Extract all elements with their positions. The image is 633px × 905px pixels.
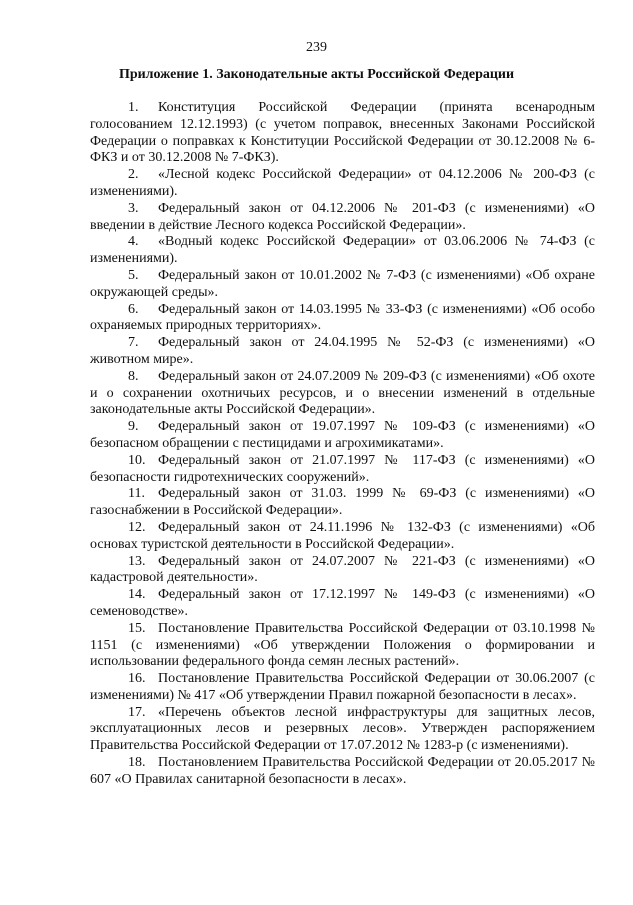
list-item xyxy=(90,671,595,705)
list-item-text: Федеральный закон от 14.03.1995 № 33-ФЗ (с изменениями) «Об особо охраняемых природных территориях». xyxy=(90,301,595,334)
list-item-number: 3. xyxy=(128,200,139,216)
list-item-text: «Перечень объектов лесной инфраструктуры для защитных лесов, эксплуатационных лесов и резервных лесов». Утвержден распоряжением Правительства Российской Федерации от 17.07.2012 № 1283-р (с изменениями). xyxy=(90,704,595,754)
list-item xyxy=(90,335,595,369)
list-item-text: Федеральный закон от 24.04.1995 № 52-ФЗ (с изменениями) «О животном мире». xyxy=(90,335,595,367)
list-item xyxy=(90,201,595,235)
list-item-number: 9. xyxy=(128,419,139,435)
list-item-number: 2. xyxy=(128,167,139,183)
list-item-text: «Лесной кодекс Российской Федерации» от 04.12.2006 № 200-ФЗ (с изменениями). xyxy=(90,167,595,199)
page-number: 239 xyxy=(306,40,327,55)
list-item-number: 1. xyxy=(128,100,139,115)
list-item-number: 13. xyxy=(128,553,146,569)
list-item-number: 4. xyxy=(128,234,139,250)
list-item-text: Федеральный закон от 19.07.1997 № 109-ФЗ (с изменениями) «О безопасном обращении с пестицидами и агрохимикатами». xyxy=(90,419,595,451)
list-item xyxy=(90,486,595,520)
list-item-text: Федеральный закон от 10.01.2002 № 7-ФЗ (с изменениями) «Об охране окружающей среды». xyxy=(90,267,595,300)
list-item xyxy=(90,554,595,588)
list-item-text: Федеральный закон от 04.12.2006 № 201-ФЗ (с изменениями) «О введении в действие Лесного кодекса Российской Федерации». xyxy=(90,200,595,233)
list-item xyxy=(90,100,595,167)
list-item xyxy=(90,520,595,554)
list-item xyxy=(90,705,595,755)
list-item-number: 15. xyxy=(128,620,146,636)
list-item-text: Федеральный закон от 31.03. 1999 № 69-ФЗ (с изменениями) «О газоснабжении в Российской Федерации». xyxy=(90,486,595,519)
list-item-number: 18. xyxy=(128,755,146,771)
list-item-number: 17. xyxy=(128,704,146,720)
list-item-text: Федеральный закон от 24.07.2007 № 221-ФЗ (с изменениями) «О кадастровой деятельности». xyxy=(90,553,595,586)
legal-acts-list xyxy=(90,100,595,789)
list-item xyxy=(90,268,595,302)
list-item-text: Постановлением Правительства Российской Федерации от 20.05.2017 № 607 «О Правилах санитарной безопасности в лесах». xyxy=(90,755,595,787)
list-item-number: 8. xyxy=(128,368,139,384)
list-item-text: Конституция Российской Федерации (принята всенародным голосованием 12.12.1993) (с учетом поправок, внесенных Законами Российской Федерации о поправках к Конституции Российской Федерации от 30.12.2008 № 6-ФКЗ и от 30.12.2008 № 7-ФКЗ). xyxy=(90,100,595,166)
list-item-number: 12. xyxy=(128,519,146,535)
list-item-number: 11. xyxy=(128,486,145,502)
list-item xyxy=(90,587,595,621)
list-item xyxy=(90,167,595,201)
list-item-text: Федеральный закон от 24.11.1996 № 132-ФЗ (с изменениями) «Об основах туристской деятельности в Российской Федерации». xyxy=(90,519,595,552)
list-item xyxy=(90,453,595,487)
list-item-text: Федеральный закон от 24.07.2009 № 209-ФЗ (с изменениями) «Об охоте и о сохранении охотничьих ресурсов, и о внесении изменений в отдельные законодательные акты Российской Федерации». xyxy=(90,368,595,418)
list-item-number: 14. xyxy=(128,587,146,603)
list-item-number: 6. xyxy=(128,301,139,317)
list-item xyxy=(90,369,595,419)
list-item xyxy=(90,419,595,453)
list-item-text: Федеральный закон от 21.07.1997 № 117-ФЗ (с изменениями) «О безопасности гидротехнических сооружений». xyxy=(90,452,595,485)
list-item-number: 16. xyxy=(128,671,146,687)
list-item xyxy=(90,621,595,671)
list-item-text: Постановление Правительства Российской Федерации от 03.10.1998 № 1151 (с изменениями) «Об утверждении Положения о формировании и использовании федерального фонда семян лесных растений». xyxy=(90,620,595,670)
list-item-number: 10. xyxy=(128,452,146,468)
page-heading: Приложение 1. Законодательные акты Российской Федерации xyxy=(118,67,515,82)
list-item-number: 5. xyxy=(128,267,139,283)
list-item-text: Федеральный закон от 17.12.1997 № 149-ФЗ (с изменениями) «О семеноводстве». xyxy=(90,587,595,619)
list-item-text: Постановление Правительства Российской Федерации от 30.06.2007 (с изменениями) № 417 «Об утверждении Правил пожарной безопасности в лесах». xyxy=(90,671,595,703)
list-item-text: «Водный кодекс Российской Федерации» от 03.06.2006 № 74-ФЗ (с изменениями). xyxy=(90,234,595,267)
list-item-number: 7. xyxy=(128,335,139,351)
list-item xyxy=(90,302,595,336)
list-item xyxy=(90,755,595,789)
list-item xyxy=(90,234,595,268)
